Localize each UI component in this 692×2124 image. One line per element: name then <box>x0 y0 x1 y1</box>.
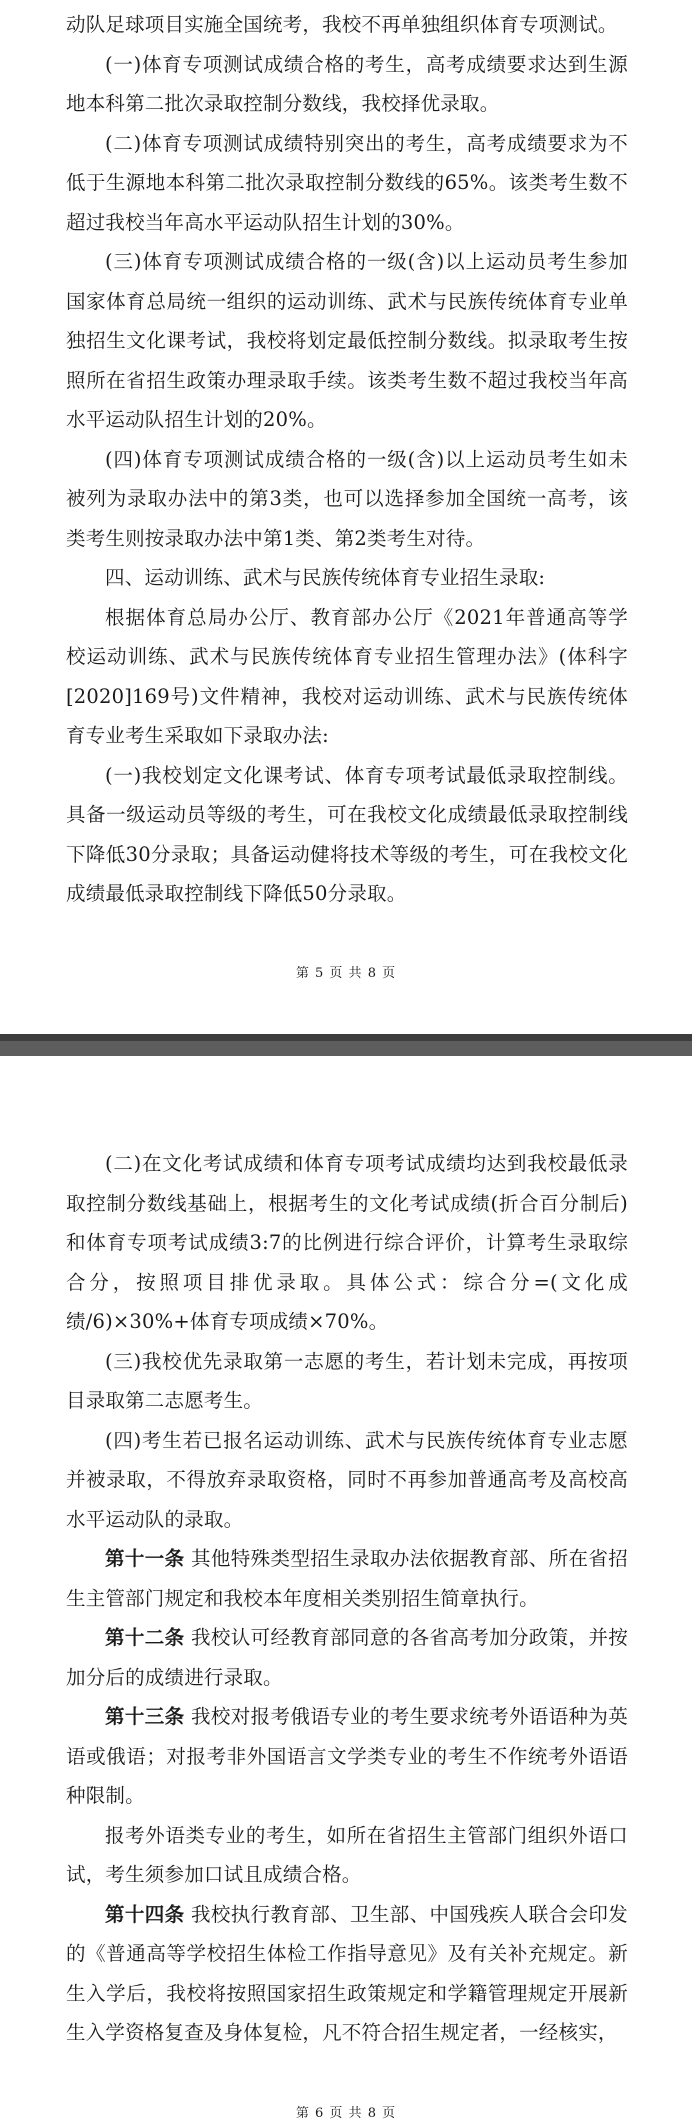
paragraph: (一)体育专项测试成绩合格的考生，高考成绩要求达到生源地本科第二批次录取控制分数线，我校择优录取。 <box>66 52 628 115</box>
paragraph: 动队足球项目实施全国统考，我校不再单独组织体育专项测试。 <box>66 13 618 36</box>
article-title: 第十三条 <box>105 1705 185 1728</box>
paragraph: (四)体育专项测试成绩合格的一级(含)以上运动员考生如未被列为录取办法中的第3类，也可以选择参加全国统一高考，该类考生则按录取办法中第1类、第2类考生对待。 <box>66 447 628 550</box>
page-separator <box>0 1034 692 1056</box>
article-13 <box>66 1697 628 1816</box>
article-title: 第十二条 <box>105 1626 185 1649</box>
page-number-footer: 第 5 页 共 8 页 <box>295 966 397 981</box>
article-11 <box>66 1539 628 1618</box>
paragraph: 报考外语类专业的考生，如所在省招生主管部门组织外语口试，考生须参加口试且成绩合格。 <box>66 1823 628 1886</box>
paragraph: (三)我校优先录取第一志愿的考生，若计划未完成，再按项目录取第二志愿考生。 <box>66 1349 628 1412</box>
article-14 <box>66 1895 628 2053</box>
paragraph: 根据体育总局办公厅、教育部办公厅《2021年普通高等学校运动训练、武术与民族传统体育专业招生管理办法》(体科字[2020]169号)文件精神，我校对运动训练、武术与民族传统体育专业考生采取如下录取办法: <box>66 605 628 747</box>
article-title: 第十四条 <box>105 1902 185 1926</box>
paragraph: (四)考生若已报名运动训练、武术与民族传统体育专业志愿并被录取，不得放弃录取资格，同时不再参加普通高考及高校高水平运动队的录取。 <box>66 1428 628 1531</box>
page-6-body <box>66 1144 628 2053</box>
document-page-5 <box>0 0 692 1034</box>
paragraph: (一)我校划定文化课考试、体育专项考试最低录取控制线。具备一级运动员等级的考生，可在我校文化成绩最低录取控制线下降低30分录取；具备运动健将技术等级的考生，可在我校文化成绩最低录取控制线下降低50分录取。 <box>66 763 628 905</box>
paragraph: (二)体育专项测试成绩特别突出的考生，高考成绩要求为不低于生源地本科第二批次录取控制分数线的65%。该类考生数不超过我校当年高水平运动队招生计划的30%。 <box>66 131 628 234</box>
page-5-body <box>66 5 628 914</box>
article-text: 我校认可经教育部同意的各省高考加分政策，并按加分后的成绩进行录取。 <box>66 1626 628 1689</box>
document-page-6 <box>0 1056 692 2124</box>
paragraph: (二)在文化考试成绩和体育专项考试成绩均达到我校最低录取控制分数线基础上，根据考生的文化考试成绩(折合百分制后)和体育专项考试成绩3:7的比例进行综合评价，计算考生录取综合分，按照项目排优录取。具体公式：综合分=(文化成绩/6)×30%+体育专项成绩×70%。 <box>66 1152 628 1333</box>
article-text: 我校对报考俄语专业的考生要求统考外语语种为英语或俄语；对报考非外国语言文学类专业的考生不作统考外语语种限制。 <box>66 1705 628 1807</box>
article-text: 其他特殊类型招生录取办法依据教育部、所在省招生主管部门规定和我校本年度相关类别招生简章执行。 <box>66 1547 628 1610</box>
article-title: 第十一条 <box>105 1547 185 1570</box>
paragraph: (三)体育专项测试成绩合格的一级(含)以上运动员考生参加国家体育总局统一组织的运动训练、武术与民族传统体育专业单独招生文化课考试，我校将划定最低控制分数线。拟录取考生按照所在省招生政策办理录取手续。该类考生数不超过我校当年高水平运动队招生计划的20%。 <box>66 250 628 431</box>
article-text: 我校执行教育部、卫生部、中国残疾人联合会印发的《普通高等学校招生体检工作指导意见》及有关补充规定。新生入学后，我校将按照国家招生政策规定和学籍管理规定开展新生入学资格复查及身体复检，凡不符合招生规定者，一经核实， <box>66 1902 628 2044</box>
section-heading: 四、运动训练、武术与民族传统体育专业招生录取: <box>105 566 546 589</box>
page-number-footer: 第 6 页 共 8 页 <box>295 2106 397 2121</box>
article-12 <box>66 1618 628 1697</box>
